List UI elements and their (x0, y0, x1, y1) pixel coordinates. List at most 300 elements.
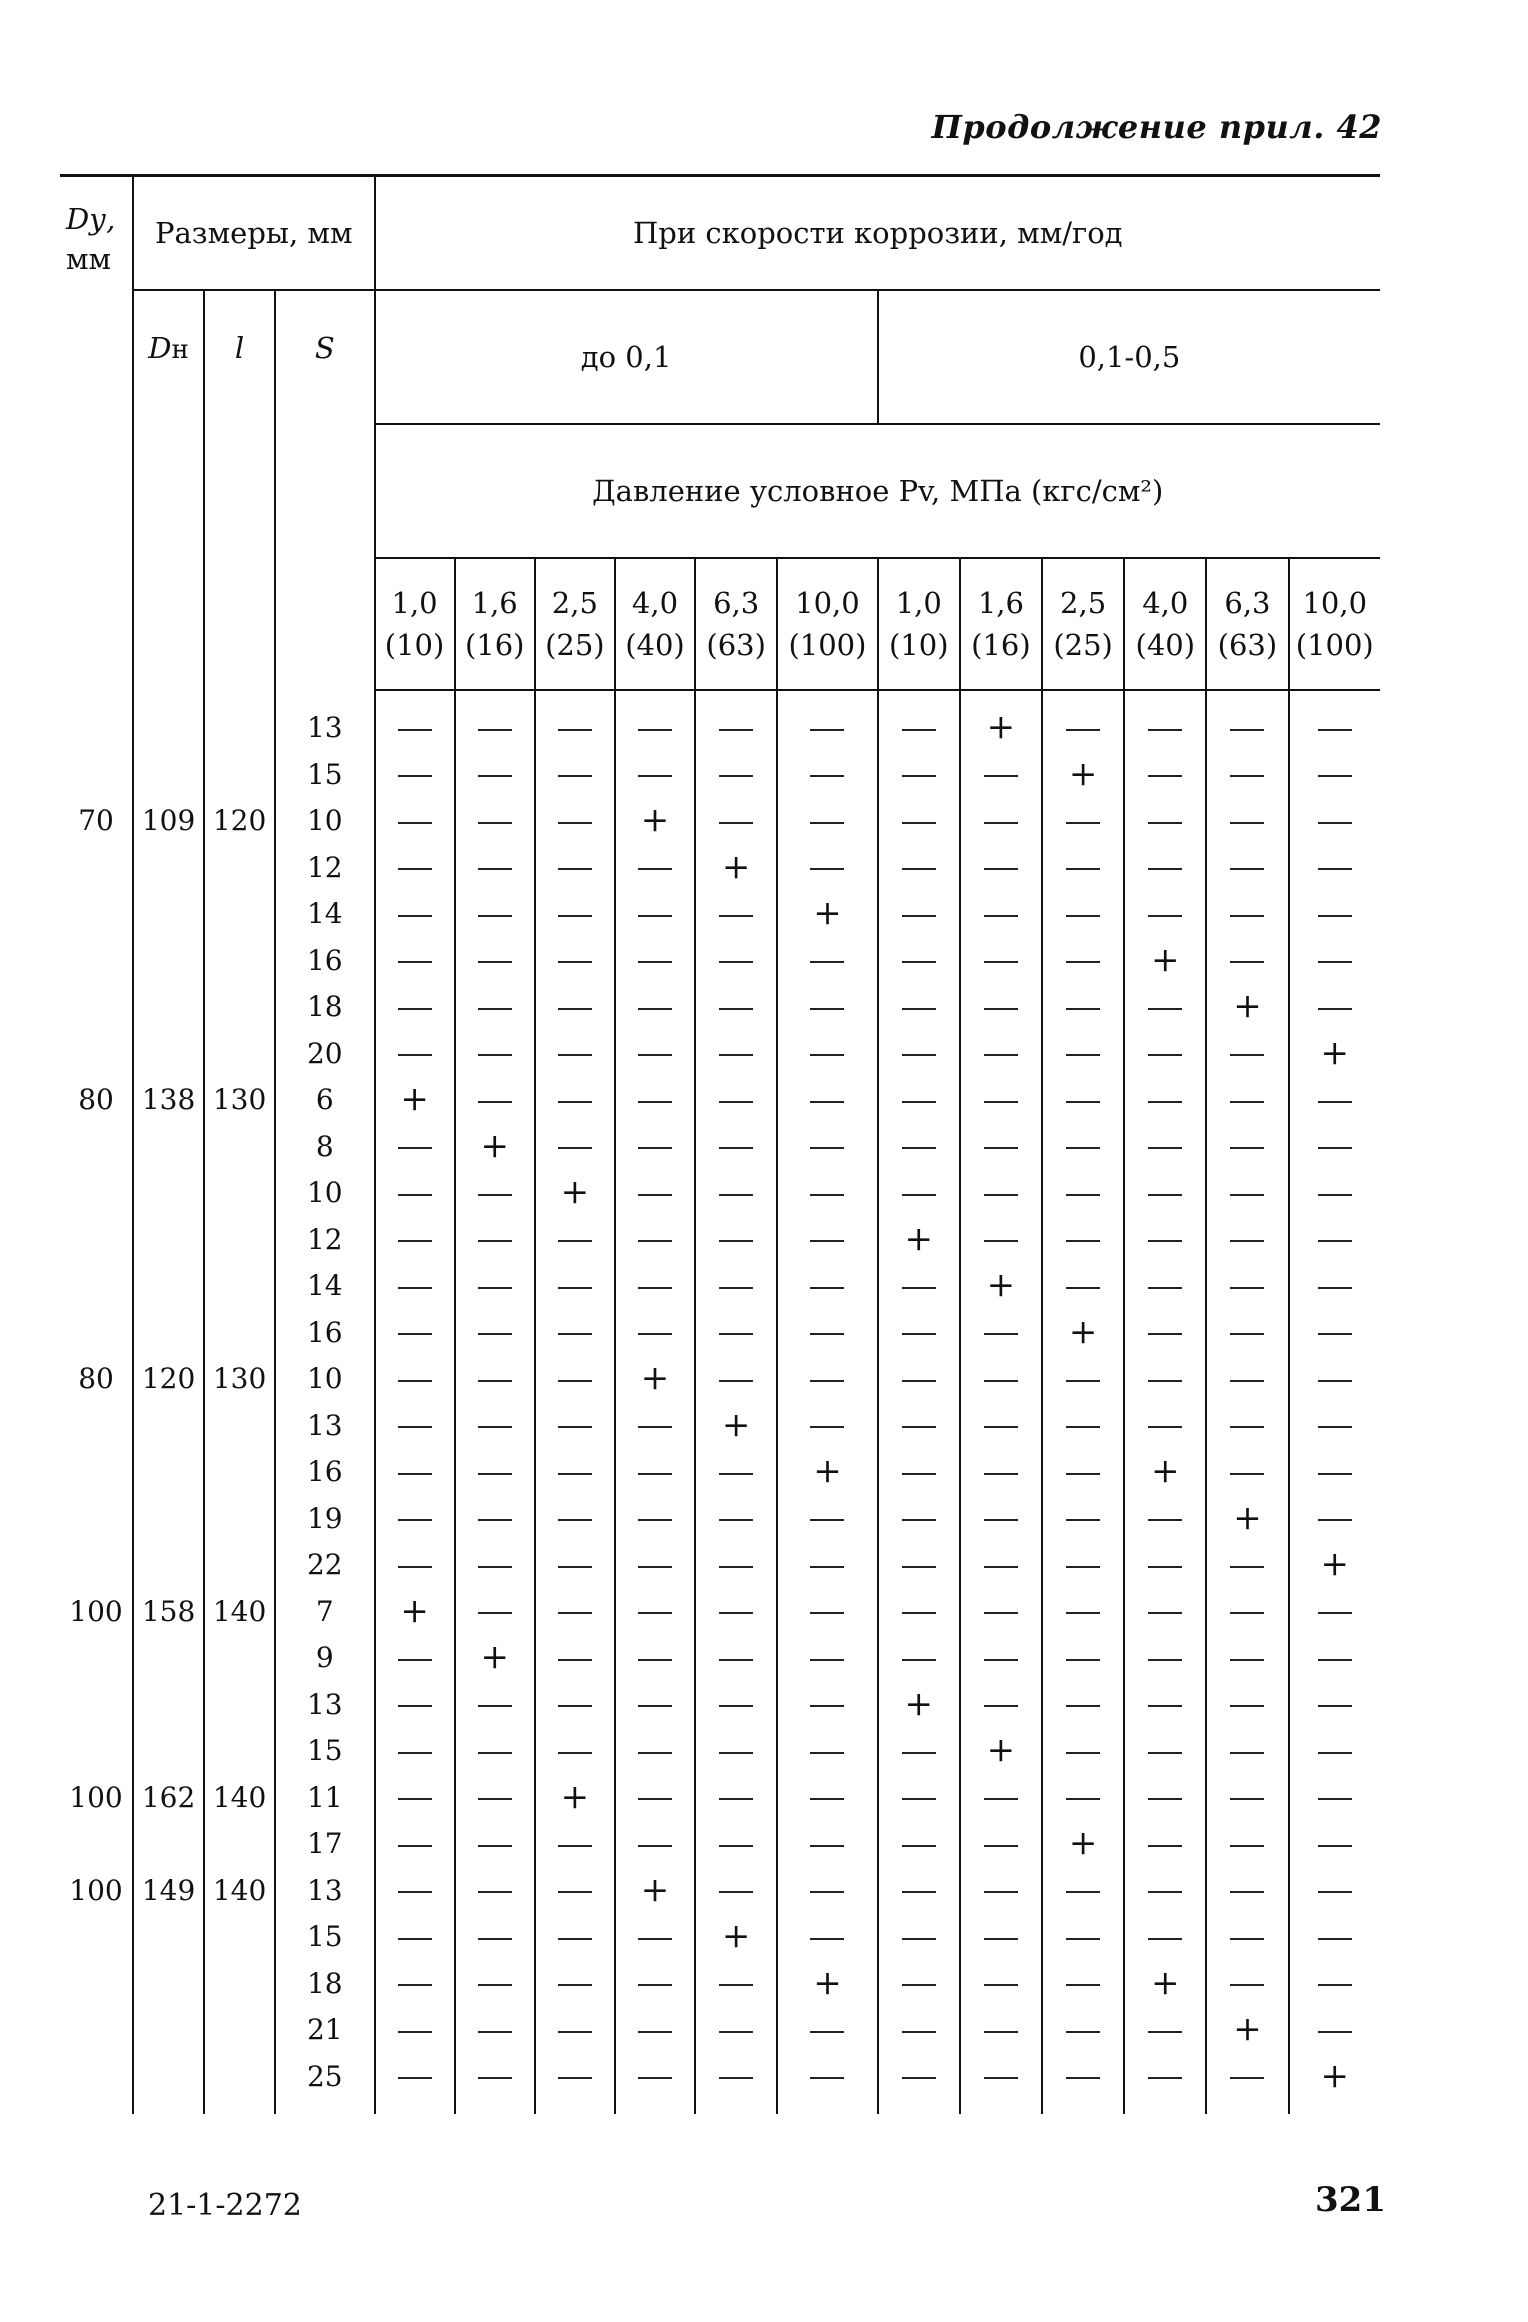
dash-icon (558, 1008, 592, 1010)
dash-icon (1148, 1008, 1182, 1010)
dy-cell (60, 1728, 133, 1775)
dash-icon (984, 1845, 1018, 1847)
dash-mark (375, 1868, 455, 1915)
dash-mark (1289, 1728, 1380, 1775)
dash-icon (984, 1612, 1018, 1614)
dash-mark (960, 1914, 1042, 1961)
pressure-kgf: (63) (706, 628, 766, 662)
dash-mark (1124, 1077, 1206, 1124)
dash-icon (902, 961, 936, 963)
dash-mark (1289, 1077, 1380, 1124)
dash-mark (375, 1635, 455, 1682)
dash-mark (1042, 1775, 1124, 1822)
dash-icon (398, 1426, 432, 1428)
dash-icon (478, 1101, 512, 1103)
dash-icon (1066, 2077, 1100, 2079)
dash-mark (1206, 1635, 1288, 1682)
dash-icon (1230, 2077, 1264, 2079)
dash-mark (695, 798, 777, 845)
dash-mark (878, 798, 960, 845)
dash-icon (638, 1845, 672, 1847)
plus-icon: + (400, 1590, 429, 1631)
dash-icon (1230, 1054, 1264, 1056)
dash-icon (1148, 729, 1182, 731)
dy-cell (60, 938, 133, 985)
s-cell: 12 (275, 1217, 374, 1264)
dash-mark (1289, 1356, 1380, 1403)
dash-mark (1289, 1635, 1380, 1682)
dash-icon (1318, 1519, 1352, 1521)
dash-icon (719, 1101, 753, 1103)
dash-mark (375, 1031, 455, 1078)
dash-icon (1230, 1194, 1264, 1196)
dash-mark (535, 891, 615, 938)
dash-icon (810, 1054, 844, 1056)
s-cell: 13 (275, 1403, 374, 1450)
dash-icon (638, 1240, 672, 1242)
dash-mark (1206, 1356, 1288, 1403)
dash-mark (615, 1403, 695, 1450)
dash-icon (1318, 1612, 1352, 1614)
dash-mark (1042, 798, 1124, 845)
dash-mark (455, 1031, 535, 1078)
dash-mark (878, 1821, 960, 1868)
dash-mark (960, 1217, 1042, 1264)
dash-icon (398, 2077, 432, 2079)
dash-icon (1318, 1752, 1352, 1754)
dash-mark (777, 1263, 877, 1310)
dash-icon (558, 822, 592, 824)
dash-mark (695, 1217, 777, 1264)
continuation-header: Продолжение прил. 42 (931, 108, 1382, 146)
dash-icon (398, 1984, 432, 1986)
dy-cell (60, 1914, 133, 1961)
dn-cell: 149 (133, 1868, 204, 1915)
dash-icon (1066, 1147, 1100, 1149)
table-row (60, 1821, 1380, 1868)
plus-mark (1124, 1961, 1206, 2008)
dash-mark (777, 1914, 877, 1961)
dash-mark (960, 1403, 1042, 1450)
page-number: 321 (1315, 2180, 1386, 2220)
dy-cell (60, 752, 133, 799)
dash-icon (810, 1752, 844, 1754)
pressure-kgf: (10) (888, 628, 949, 662)
dash-mark (375, 752, 455, 799)
dash-mark (375, 984, 455, 1031)
dash-icon (1148, 1287, 1182, 1289)
dash-icon (902, 915, 936, 917)
dn-cell (133, 1449, 204, 1496)
dash-mark (1124, 1356, 1206, 1403)
pressure-kgf: (16) (464, 628, 525, 662)
dash-mark (777, 690, 877, 752)
dn-cell (133, 1217, 204, 1264)
dash-icon (902, 1938, 936, 1940)
dash-icon (478, 1798, 512, 1800)
dy-cell: 100 (60, 1589, 133, 1636)
dash-mark (535, 1217, 615, 1264)
table-row (60, 1542, 1380, 1589)
dash-icon (398, 1752, 432, 1754)
dash-icon (638, 1194, 672, 1196)
dy-cell (60, 891, 133, 938)
dash-mark (375, 1356, 455, 1403)
dash-mark (1124, 1031, 1206, 1078)
dash-mark (878, 690, 960, 752)
l-cell (204, 1310, 275, 1357)
plus-icon: + (1151, 939, 1180, 980)
dash-mark (777, 2054, 877, 2115)
pressure-header: Давление условное Pv, МПа (кгс/см²) (375, 424, 1381, 558)
dash-mark (375, 2054, 455, 2115)
plus-mark (615, 1356, 695, 1403)
dash-mark (455, 1449, 535, 1496)
plus-mark (960, 1263, 1042, 1310)
dash-icon (398, 1938, 432, 1940)
dash-mark (375, 1310, 455, 1357)
dash-mark (615, 752, 695, 799)
dash-icon (1230, 1705, 1264, 1707)
dash-icon (1230, 915, 1264, 917)
dash-mark (375, 2007, 455, 2054)
dash-mark (455, 1728, 535, 1775)
l-cell (204, 1728, 275, 1775)
dash-icon (398, 868, 432, 870)
dash-icon (478, 775, 512, 777)
dash-mark (1124, 891, 1206, 938)
dash-icon (1066, 1194, 1100, 1196)
dy-cell (60, 1496, 133, 1543)
dash-mark (1042, 1635, 1124, 1682)
dash-mark (535, 1821, 615, 1868)
dash-icon (558, 729, 592, 731)
dash-mark (375, 1124, 455, 1171)
plus-mark (1042, 1310, 1124, 1357)
dash-icon (1318, 1798, 1352, 1800)
dash-icon (558, 1705, 592, 1707)
dash-icon (1318, 775, 1352, 777)
dash-mark (535, 798, 615, 845)
dash-mark (1289, 1449, 1380, 1496)
dy-cell (60, 1542, 133, 1589)
dash-mark (1206, 1031, 1288, 1078)
dash-mark (878, 845, 960, 892)
dash-mark (695, 1542, 777, 1589)
s-cell: 10 (275, 1356, 374, 1403)
dash-icon (558, 1984, 592, 1986)
dash-icon (638, 1566, 672, 1568)
dash-icon (1066, 1938, 1100, 1940)
dash-mark (878, 938, 960, 985)
dash-mark (1289, 984, 1380, 1031)
dash-icon (1318, 729, 1352, 731)
dash-mark (960, 1868, 1042, 1915)
dash-icon (478, 1194, 512, 1196)
table-row (60, 1449, 1380, 1496)
dash-icon (638, 1938, 672, 1940)
dash-icon (810, 868, 844, 870)
dash-mark (1289, 1496, 1380, 1543)
dy-cell (60, 1961, 133, 2008)
dash-icon (984, 1566, 1018, 1568)
dash-mark (455, 1496, 535, 1543)
dash-icon (902, 1752, 936, 1754)
dash-icon (1230, 1845, 1264, 1847)
dash-icon (398, 1147, 432, 1149)
dash-mark (878, 1914, 960, 1961)
dash-icon (398, 1333, 432, 1335)
dash-icon (719, 1473, 753, 1475)
dash-mark (695, 1821, 777, 1868)
dn-cell (133, 2054, 204, 2115)
dash-icon (1318, 868, 1352, 870)
dash-icon (902, 1287, 936, 1289)
dash-icon (719, 1287, 753, 1289)
dash-icon (558, 1612, 592, 1614)
dash-mark (375, 1775, 455, 1822)
dash-icon (719, 1566, 753, 1568)
dash-mark (615, 1031, 695, 1078)
table-row (60, 1868, 1380, 1915)
dy-cell (60, 1682, 133, 1729)
dash-mark (878, 1403, 960, 1450)
dash-icon (638, 729, 672, 731)
dash-icon (1066, 1891, 1100, 1893)
dash-mark (777, 1728, 877, 1775)
dash-mark (1042, 1682, 1124, 1729)
table-body (60, 690, 1380, 2114)
dash-mark (455, 1170, 535, 1217)
dash-icon (558, 775, 592, 777)
l-cell (204, 1914, 275, 1961)
pressure-mpa: 1,6 (471, 586, 518, 620)
plus-mark (777, 1449, 877, 1496)
dash-icon (638, 1333, 672, 1335)
dash-mark (1124, 1170, 1206, 1217)
pressure-col-10 (1124, 558, 1206, 690)
dash-mark (878, 1310, 960, 1357)
dash-icon (1318, 1147, 1352, 1149)
dash-icon (810, 1333, 844, 1335)
dash-mark (695, 752, 777, 799)
dash-mark (1042, 984, 1124, 1031)
plus-icon: + (480, 1125, 509, 1166)
dash-icon (984, 915, 1018, 917)
dash-mark (535, 752, 615, 799)
plus-icon: + (1233, 986, 1262, 1026)
pressure-col-5 (695, 558, 777, 690)
dash-mark (1289, 1217, 1380, 1264)
dash-icon (558, 961, 592, 963)
dash-mark (777, 752, 877, 799)
dash-icon (1230, 868, 1264, 870)
dy-cell (60, 1449, 133, 1496)
dn-cell (133, 1914, 204, 1961)
plus-icon: + (986, 1265, 1016, 1305)
dash-icon (902, 1798, 936, 1800)
dash-icon (984, 775, 1018, 777)
dash-icon (1066, 1054, 1100, 1056)
dash-mark (375, 798, 455, 845)
dy-cell (60, 1310, 133, 1357)
pressure-mpa: 2,5 (551, 586, 598, 620)
s-cell: 14 (275, 891, 374, 938)
dash-icon (638, 1984, 672, 1986)
dash-mark (535, 1403, 615, 1450)
pressure-kgf: (100) (788, 628, 867, 662)
dash-icon (398, 1054, 432, 1056)
dash-icon (719, 1008, 753, 1010)
dash-mark (878, 891, 960, 938)
dn-cell (133, 752, 204, 799)
dash-icon (478, 1426, 512, 1428)
dash-icon (398, 822, 432, 824)
plus-mark (535, 1170, 615, 1217)
dash-icon (1230, 1240, 1264, 1242)
dy-cell (60, 2054, 133, 2115)
pressure-mpa: 4,0 (631, 586, 679, 620)
table-row (60, 1682, 1380, 1729)
dash-icon (398, 1659, 432, 1661)
dash-icon (1148, 1333, 1182, 1335)
l-cell: 130 (204, 1077, 275, 1124)
table-row (60, 845, 1380, 892)
dash-mark (455, 845, 535, 892)
dash-mark (878, 1356, 960, 1403)
dash-mark (777, 1589, 877, 1636)
plus-icon: + (1068, 1823, 1098, 1863)
l-cell (204, 845, 275, 892)
dash-mark (375, 1961, 455, 2008)
dash-mark (960, 1310, 1042, 1357)
s-cell: 13 (275, 1868, 374, 1915)
dash-mark (1289, 1682, 1380, 1729)
dn-cell (133, 690, 204, 752)
dash-mark (535, 1449, 615, 1496)
dash-icon (398, 729, 432, 731)
dash-icon (478, 1008, 512, 1010)
dy-cell (60, 845, 133, 892)
dash-icon (1066, 2031, 1100, 2033)
dash-mark (960, 1356, 1042, 1403)
dash-mark (777, 1170, 877, 1217)
dash-icon (719, 2031, 753, 2033)
dash-icon (984, 1380, 1018, 1382)
dash-icon (902, 729, 936, 731)
dash-icon (719, 1380, 753, 1382)
dash-icon (1230, 729, 1264, 731)
plus-mark (615, 1868, 695, 1915)
dn-cell (133, 1635, 204, 1682)
dash-icon (1148, 1891, 1182, 1893)
dash-mark (878, 1077, 960, 1124)
dash-mark (1042, 845, 1124, 892)
dash-icon (558, 1473, 592, 1475)
l-cell (204, 1821, 275, 1868)
dash-icon (719, 1333, 753, 1335)
dash-mark (878, 1170, 960, 1217)
dash-icon (984, 2031, 1018, 2033)
dash-icon (1230, 1287, 1264, 1289)
table-row (60, 1031, 1380, 1078)
plus-icon: + (813, 1451, 842, 1491)
dash-icon (478, 1984, 512, 1986)
plus-mark (1042, 1821, 1124, 1868)
dash-icon (398, 961, 432, 963)
l-cell (204, 1031, 275, 1078)
dash-mark (455, 1403, 535, 1450)
dash-mark (878, 1775, 960, 1822)
pressure-kgf: (40) (1135, 628, 1196, 662)
dy-cell (60, 1635, 133, 1682)
dash-icon (398, 1891, 432, 1893)
dn-cell (133, 938, 204, 985)
document-code: 21-1-2272 (148, 2188, 302, 2223)
dash-icon (719, 1612, 753, 1614)
dash-mark (535, 1728, 615, 1775)
dash-icon (719, 1240, 753, 1242)
dash-mark (615, 1310, 695, 1357)
plus-icon: + (560, 1172, 590, 1212)
dash-mark (960, 938, 1042, 985)
dash-icon (558, 1891, 592, 1893)
pressure-col-2 (455, 558, 535, 690)
dash-icon (638, 1798, 672, 1800)
dash-icon (810, 1705, 844, 1707)
dash-icon (638, 1426, 672, 1428)
pressure-col-8 (960, 558, 1042, 690)
dash-mark (535, 1031, 615, 1078)
dash-mark (960, 1077, 1042, 1124)
pressure-col-3 (535, 558, 615, 690)
dash-mark (535, 1868, 615, 1915)
dash-mark (960, 1635, 1042, 1682)
dash-icon (1318, 1333, 1352, 1335)
dash-icon (398, 775, 432, 777)
dash-mark (455, 1356, 535, 1403)
dn-cell: 120 (133, 1356, 204, 1403)
dn-cell (133, 1170, 204, 1217)
dash-icon (558, 1519, 592, 1521)
dash-icon (810, 1659, 844, 1661)
dash-icon (638, 775, 672, 777)
plus-mark (375, 1589, 455, 1636)
dash-icon (984, 1705, 1018, 1707)
dash-icon (1148, 1426, 1182, 1428)
dash-mark (878, 1263, 960, 1310)
dash-icon (1148, 1147, 1182, 1149)
dash-mark (1042, 1263, 1124, 1310)
dash-mark (695, 891, 777, 938)
dash-icon (638, 868, 672, 870)
dash-icon (478, 1380, 512, 1382)
table-row (60, 2007, 1380, 2054)
dash-icon (719, 915, 753, 917)
dy-cell (60, 690, 133, 752)
dash-icon (810, 1891, 844, 1893)
dash-mark (375, 891, 455, 938)
l-cell (204, 1403, 275, 1450)
dash-icon (810, 1566, 844, 1568)
plus-mark (1289, 1031, 1380, 1078)
dash-mark (695, 1356, 777, 1403)
dash-mark (535, 2007, 615, 2054)
dash-icon (1230, 1426, 1264, 1428)
dash-mark (1206, 1775, 1288, 1822)
dash-mark (960, 752, 1042, 799)
dash-icon (719, 1798, 753, 1800)
